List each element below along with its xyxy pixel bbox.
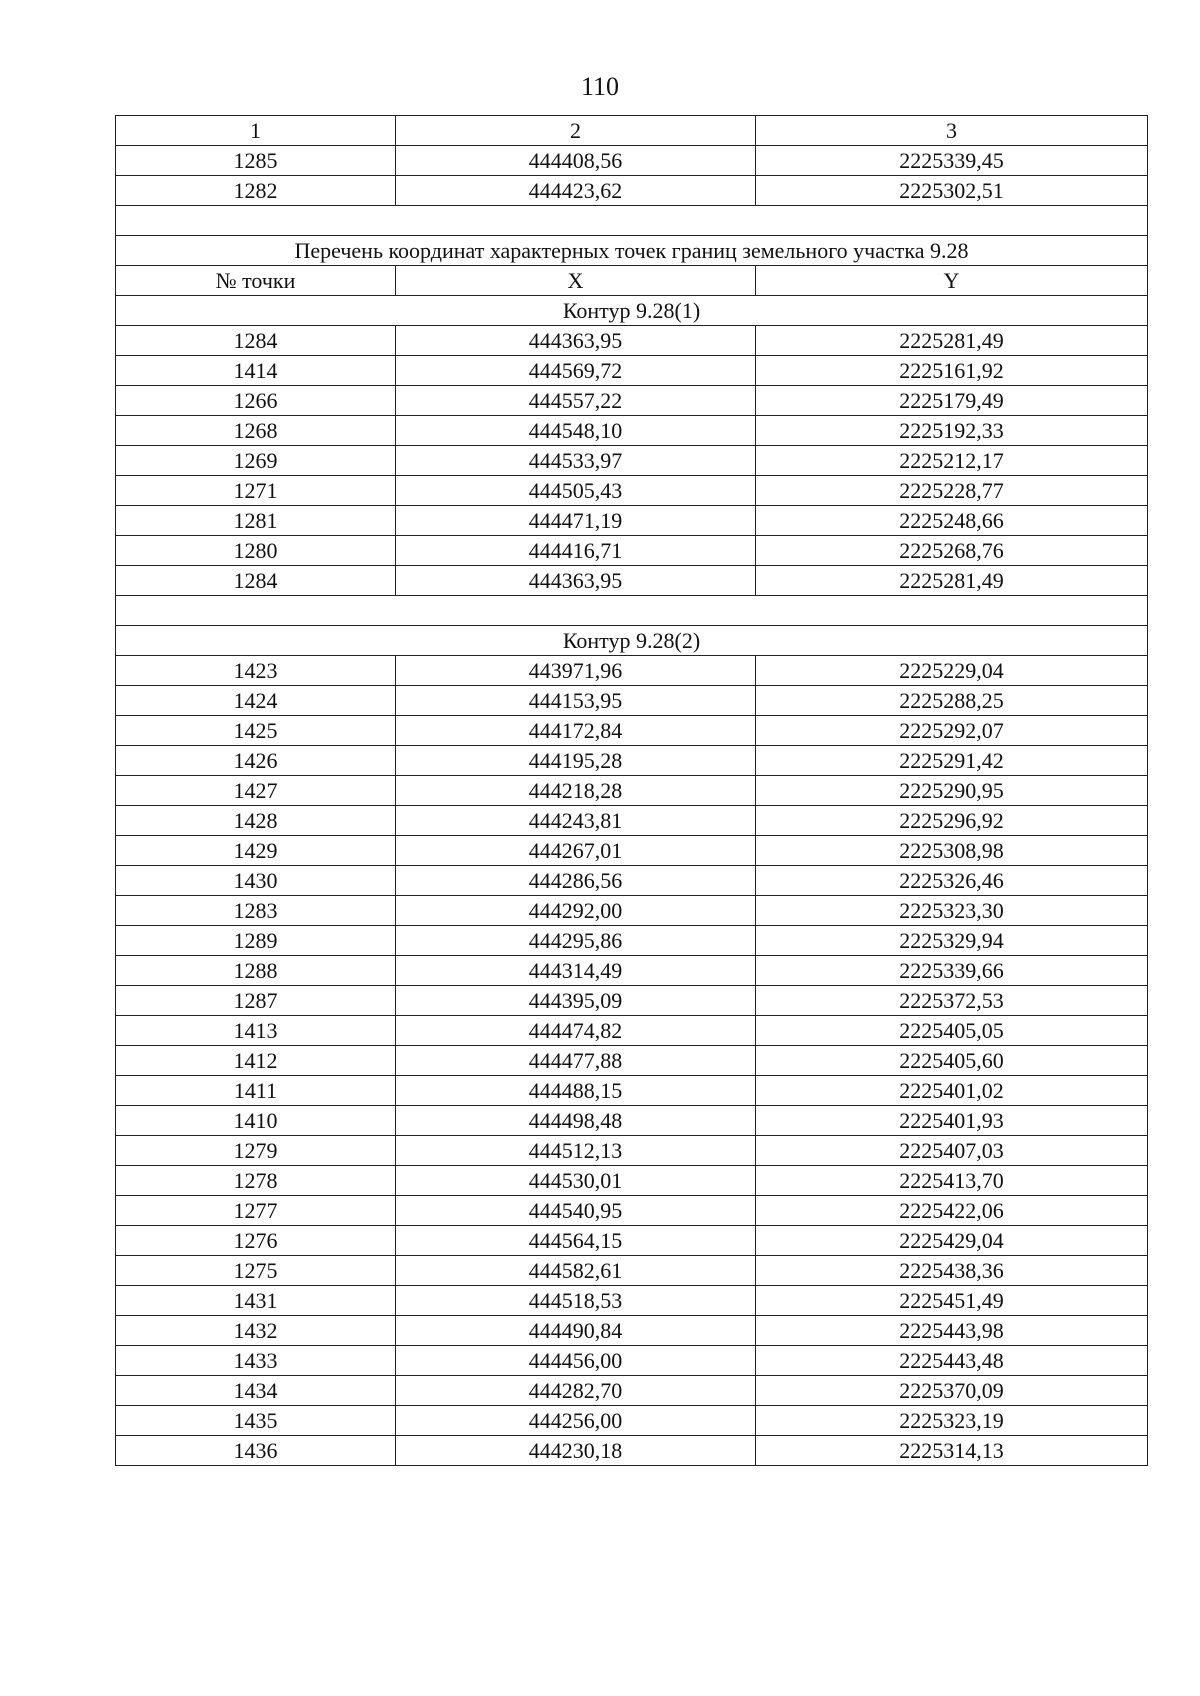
y-coordinate-cell: 2225292,07 — [756, 716, 1148, 746]
point-number-cell: 1427 — [116, 776, 396, 806]
y-coordinate-cell: 2225228,77 — [756, 476, 1148, 506]
y-coordinate-cell: 2225413,70 — [756, 1166, 1148, 1196]
point-number-cell: 1425 — [116, 716, 396, 746]
header-point-number: № точки — [116, 266, 396, 296]
table-row — [116, 1226, 1148, 1256]
point-number-cell: 1276 — [116, 1226, 396, 1256]
table-row — [116, 476, 1148, 506]
contour-title-row — [116, 296, 1148, 326]
y-coordinate-cell: 2225296,92 — [756, 806, 1148, 836]
point-number-cell: 1429 — [116, 836, 396, 866]
point-number-cell: 1426 — [116, 746, 396, 776]
point-number-cell: 1434 — [116, 1376, 396, 1406]
x-coordinate-cell: 444512,13 — [396, 1136, 756, 1166]
x-coordinate-cell: 444490,84 — [396, 1316, 756, 1346]
table-row — [116, 1256, 1148, 1286]
table-row — [116, 1346, 1148, 1376]
y-coordinate-cell: 2225291,42 — [756, 746, 1148, 776]
point-number-cell: 1278 — [116, 1166, 396, 1196]
point-number-cell: 1288 — [116, 956, 396, 986]
table-row — [116, 1436, 1148, 1466]
point-number-cell: 1414 — [116, 356, 396, 386]
table-row — [116, 746, 1148, 776]
y-coordinate-cell: 2225326,46 — [756, 866, 1148, 896]
y-coordinate-cell: 2225422,06 — [756, 1196, 1148, 1226]
point-number-cell: 1285 — [116, 146, 396, 176]
header-x: X — [396, 266, 756, 296]
x-coordinate-cell: 444505,43 — [396, 476, 756, 506]
table-row — [116, 986, 1148, 1016]
x-coordinate-cell: 444292,00 — [396, 896, 756, 926]
x-coordinate-cell: 444195,28 — [396, 746, 756, 776]
x-coordinate-cell: 444363,95 — [396, 566, 756, 596]
table-row — [116, 1046, 1148, 1076]
blank-cell — [116, 206, 1148, 236]
table-row — [116, 1286, 1148, 1316]
contour-1-title: Контур 9.28(1) — [116, 296, 1148, 326]
x-coordinate-cell: 444557,22 — [396, 386, 756, 416]
point-number-cell: 1281 — [116, 506, 396, 536]
table-row — [116, 686, 1148, 716]
y-coordinate-cell: 2225281,49 — [756, 326, 1148, 356]
y-coordinate-cell: 2225248,66 — [756, 506, 1148, 536]
y-coordinate-cell: 2225451,49 — [756, 1286, 1148, 1316]
contour-2-title: Контур 9.28(2) — [116, 626, 1148, 656]
x-coordinate-cell: 444286,56 — [396, 866, 756, 896]
table-row — [116, 956, 1148, 986]
x-coordinate-cell: 444282,70 — [396, 1376, 756, 1406]
x-coordinate-cell: 444408,56 — [396, 146, 756, 176]
point-number-cell: 1412 — [116, 1046, 396, 1076]
point-number-cell: 1268 — [116, 416, 396, 446]
point-number-cell: 1280 — [116, 536, 396, 566]
x-coordinate-cell: 444548,10 — [396, 416, 756, 446]
table-row — [116, 356, 1148, 386]
point-number-cell: 1289 — [116, 926, 396, 956]
y-coordinate-cell: 2225443,48 — [756, 1346, 1148, 1376]
x-coordinate-cell: 444530,01 — [396, 1166, 756, 1196]
column-number-cell: 2 — [396, 116, 756, 146]
table-row — [116, 716, 1148, 746]
y-coordinate-cell: 2225407,03 — [756, 1136, 1148, 1166]
table-row — [116, 1316, 1148, 1346]
x-coordinate-cell: 444540,95 — [396, 1196, 756, 1226]
table-row — [116, 1136, 1148, 1166]
x-coordinate-cell: 444267,01 — [396, 836, 756, 866]
point-number-cell: 1279 — [116, 1136, 396, 1166]
blank-row — [116, 206, 1148, 236]
section-title: Перечень координат характерных точек границ земельного участка 9.28 — [116, 236, 1148, 266]
x-coordinate-cell: 443971,96 — [396, 656, 756, 686]
table-row — [116, 446, 1148, 476]
x-coordinate-cell: 444456,00 — [396, 1346, 756, 1376]
contour-title-row — [116, 626, 1148, 656]
point-number-cell: 1428 — [116, 806, 396, 836]
y-coordinate-cell: 2225339,66 — [756, 956, 1148, 986]
y-coordinate-cell: 2225302,51 — [756, 176, 1148, 206]
x-coordinate-cell: 444243,81 — [396, 806, 756, 836]
point-number-cell: 1282 — [116, 176, 396, 206]
y-coordinate-cell: 2225443,98 — [756, 1316, 1148, 1346]
y-coordinate-cell: 2225212,17 — [756, 446, 1148, 476]
y-coordinate-cell: 2225290,95 — [756, 776, 1148, 806]
point-number-cell: 1413 — [116, 1016, 396, 1046]
table-row — [116, 536, 1148, 566]
y-coordinate-cell: 2225329,94 — [756, 926, 1148, 956]
x-coordinate-cell: 444363,95 — [396, 326, 756, 356]
x-coordinate-cell: 444533,97 — [396, 446, 756, 476]
table-row — [116, 1016, 1148, 1046]
point-number-cell: 1423 — [116, 656, 396, 686]
y-coordinate-cell: 2225405,60 — [756, 1046, 1148, 1076]
x-coordinate-cell: 444416,71 — [396, 536, 756, 566]
x-coordinate-cell: 444218,28 — [396, 776, 756, 806]
x-coordinate-cell: 444471,19 — [396, 506, 756, 536]
point-number-cell: 1430 — [116, 866, 396, 896]
table-row — [116, 566, 1148, 596]
point-number-cell: 1424 — [116, 686, 396, 716]
point-number-cell: 1410 — [116, 1106, 396, 1136]
point-number-cell: 1283 — [116, 896, 396, 926]
x-coordinate-cell: 444498,48 — [396, 1106, 756, 1136]
x-coordinate-cell: 444477,88 — [396, 1046, 756, 1076]
x-coordinate-cell: 444295,86 — [396, 926, 756, 956]
table-row — [116, 1196, 1148, 1226]
point-number-cell: 1284 — [116, 566, 396, 596]
y-coordinate-cell: 2225323,19 — [756, 1406, 1148, 1436]
x-coordinate-cell: 444488,15 — [396, 1076, 756, 1106]
column-number-cell: 3 — [756, 116, 1148, 146]
blank-row — [116, 596, 1148, 626]
point-number-cell: 1269 — [116, 446, 396, 476]
table-row — [116, 1166, 1148, 1196]
x-coordinate-cell: 444172,84 — [396, 716, 756, 746]
header-y: Y — [756, 266, 1148, 296]
x-coordinate-cell: 444230,18 — [396, 1436, 756, 1466]
table-row — [116, 1376, 1148, 1406]
y-coordinate-cell: 2225401,02 — [756, 1076, 1148, 1106]
x-coordinate-cell: 444569,72 — [396, 356, 756, 386]
point-number-cell: 1435 — [116, 1406, 396, 1436]
y-coordinate-cell: 2225372,53 — [756, 986, 1148, 1016]
y-coordinate-cell: 2225192,33 — [756, 416, 1148, 446]
point-number-cell: 1436 — [116, 1436, 396, 1466]
point-number-cell: 1277 — [116, 1196, 396, 1226]
y-coordinate-cell: 2225288,25 — [756, 686, 1148, 716]
table-row — [116, 836, 1148, 866]
table-row — [116, 1076, 1148, 1106]
x-coordinate-cell: 444256,00 — [396, 1406, 756, 1436]
y-coordinate-cell: 2225339,45 — [756, 146, 1148, 176]
y-coordinate-cell: 2225161,92 — [756, 356, 1148, 386]
y-coordinate-cell: 2225438,36 — [756, 1256, 1148, 1286]
x-coordinate-cell: 444153,95 — [396, 686, 756, 716]
x-coordinate-cell: 444423,62 — [396, 176, 756, 206]
point-number-cell: 1433 — [116, 1346, 396, 1376]
y-coordinate-cell: 2225179,49 — [756, 386, 1148, 416]
table-row — [116, 176, 1148, 206]
y-coordinate-cell: 2225323,30 — [756, 896, 1148, 926]
coordinates-table-body — [116, 116, 1148, 1466]
table-row — [116, 416, 1148, 446]
point-number-cell: 1271 — [116, 476, 396, 506]
table-row — [116, 896, 1148, 926]
table-row — [116, 506, 1148, 536]
table-row — [116, 926, 1148, 956]
y-coordinate-cell: 2225429,04 — [756, 1226, 1148, 1256]
y-coordinate-cell: 2225370,09 — [756, 1376, 1148, 1406]
table-row — [116, 146, 1148, 176]
table-row — [116, 1406, 1148, 1436]
y-coordinate-cell: 2225268,76 — [756, 536, 1148, 566]
table-row — [116, 326, 1148, 356]
coordinates-table — [115, 115, 1148, 1466]
point-number-cell: 1284 — [116, 326, 396, 356]
point-number-cell: 1432 — [116, 1316, 396, 1346]
table-row — [116, 656, 1148, 686]
x-coordinate-cell: 444564,15 — [396, 1226, 756, 1256]
point-number-cell: 1287 — [116, 986, 396, 1016]
table-row — [116, 866, 1148, 896]
column-number-cell: 1 — [116, 116, 396, 146]
x-coordinate-cell: 444518,53 — [396, 1286, 756, 1316]
table-row — [116, 386, 1148, 416]
x-coordinate-cell: 444395,09 — [396, 986, 756, 1016]
x-coordinate-cell: 444582,61 — [396, 1256, 756, 1286]
y-coordinate-cell: 2225281,49 — [756, 566, 1148, 596]
point-number-cell: 1266 — [116, 386, 396, 416]
y-coordinate-cell: 2225405,05 — [756, 1016, 1148, 1046]
table-row — [116, 806, 1148, 836]
point-number-cell: 1275 — [116, 1256, 396, 1286]
column-number-row — [116, 116, 1148, 146]
point-number-cell: 1411 — [116, 1076, 396, 1106]
y-coordinate-cell: 2225401,93 — [756, 1106, 1148, 1136]
y-coordinate-cell: 2225314,13 — [756, 1436, 1148, 1466]
x-coordinate-cell: 444474,82 — [396, 1016, 756, 1046]
table-row — [116, 776, 1148, 806]
point-number-cell: 1431 — [116, 1286, 396, 1316]
x-coordinate-cell: 444314,49 — [396, 956, 756, 986]
section-title-row — [116, 236, 1148, 266]
y-coordinate-cell: 2225229,04 — [756, 656, 1148, 686]
table-row — [116, 1106, 1148, 1136]
y-coordinate-cell: 2225308,98 — [756, 836, 1148, 866]
column-header-row — [116, 266, 1148, 296]
blank-cell — [116, 596, 1148, 626]
page-number: 110 — [580, 72, 620, 101]
